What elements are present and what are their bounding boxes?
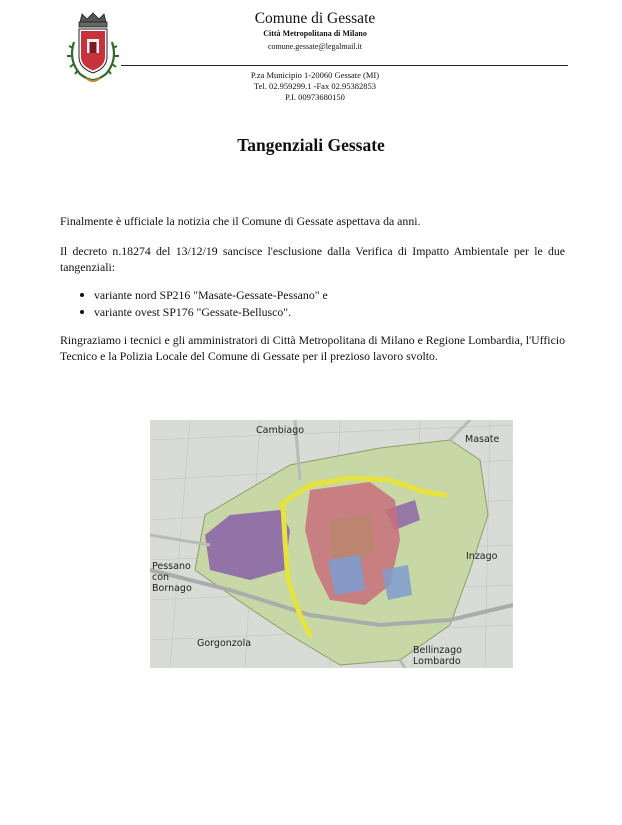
list-item-text: variante ovest SP176 "Gessate-Bellusco". [94, 305, 292, 319]
bypass-map [150, 420, 513, 668]
paragraph-intro: Finalmente è ufficiale la notizia che il Comune di Gessate aspettava da anni. [60, 214, 421, 228]
header-divider [121, 65, 568, 66]
municipality-name: Comune di Gessate [254, 10, 376, 27]
address: P.za Municipio 1-20060 Gessate (MI) [250, 70, 380, 80]
document-title: Tangenziali Gessate [237, 135, 385, 155]
email-link[interactable]: comune.gessate@legalmail.it [267, 42, 362, 51]
list-item-text: variante nord SP216 "Masate-Gessate-Pessano" e [94, 288, 328, 302]
metropolitan-city: Città Metropolitana di Milano [263, 29, 367, 38]
map-label-bellinzago: Bellinzago Lombardo [413, 645, 462, 667]
map-label-gorgonzola: Gorgonzola [197, 638, 252, 649]
bullet-icon [80, 293, 84, 297]
map-label-inzago: Inzago [466, 551, 498, 562]
map-label-pessano: Pessano con Bornago [152, 561, 192, 594]
list-item [80, 305, 291, 320]
vat-number: P.I. 00973680150 [285, 92, 345, 102]
phone-fax: Tel. 02.959299.1 -Fax 02.95382853 [254, 81, 376, 91]
list-item [80, 288, 328, 303]
paragraph-decree: Il decreto n.18274 del 13/12/19 sancisce l'esclusione dalla Verifica di Impatto Ambientale per le due tangenziali: [60, 244, 565, 274]
municipal-crest-icon [66, 12, 120, 92]
map-label-cambiago: Cambiago [256, 425, 305, 436]
map-label-masate: Masate [465, 434, 500, 445]
bullet-icon [80, 310, 84, 314]
paragraph-thanks: Ringraziamo i tecnici e gli amministratori di Città Metropolitana di Milano e Regione Lombardia, l'Ufficio Tecnico e la Polizia Locale del Comune di Gessate per il prezioso lavoro svolto. [60, 333, 565, 363]
